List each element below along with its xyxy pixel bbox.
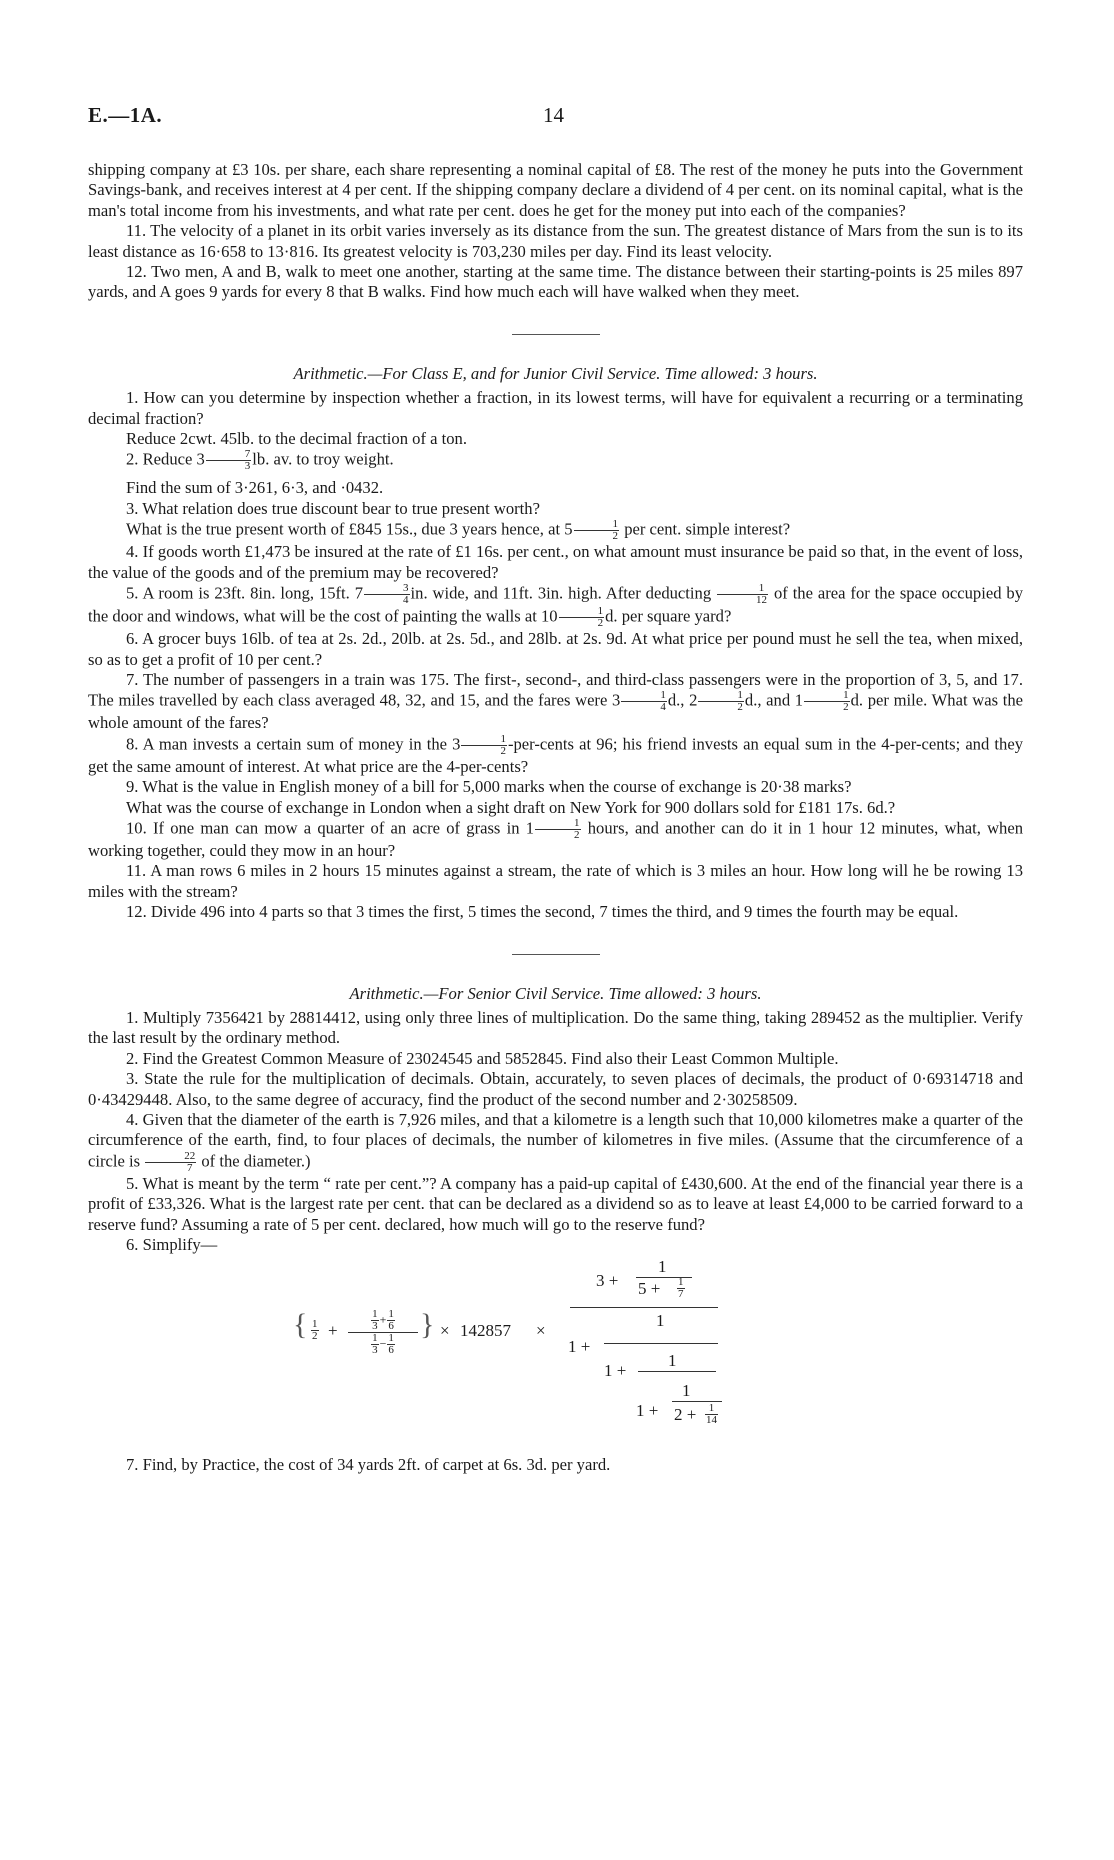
numerator: 1 bbox=[574, 519, 620, 531]
simplify-expression bbox=[88, 1257, 1023, 1455]
fraction bbox=[364, 583, 410, 606]
cf-one-plus: 1 + bbox=[604, 1361, 627, 1381]
question-8 bbox=[88, 734, 1023, 777]
question-3: 3. What relation does true discount bear to true present worth? bbox=[126, 498, 540, 518]
text-run: 7. The number of passengers in a train was 175. The first-, second-, and third-class passengers were in the proportion of 3, 5, and 17. The miles travelled by each class averaged 48, 32, and 15, and the fares were 3 bbox=[88, 669, 1023, 710]
numerator: 1 bbox=[461, 734, 507, 746]
cf-one-plus: 1 + bbox=[568, 1337, 591, 1357]
text-run: lb. av. to troy weight. bbox=[252, 449, 394, 469]
numerator: 1 bbox=[535, 818, 581, 830]
denominator: 3 bbox=[244, 460, 251, 473]
page-content bbox=[88, 160, 1023, 1476]
section-heading-class-e: Arithmetic.—For Class E, and for Junior Civil Service. Time allowed: 3 hours. bbox=[293, 363, 818, 383]
text-run: 8. A man invests a certain sum of money in the 3 bbox=[126, 734, 461, 754]
page-header bbox=[88, 103, 1028, 133]
denominator: 2 bbox=[737, 701, 743, 714]
denominator: 4 bbox=[660, 701, 666, 714]
text-run: of the diameter.) bbox=[201, 1151, 311, 1171]
numerator: 1 bbox=[388, 1308, 394, 1321]
fraction bbox=[461, 734, 507, 757]
denominator: 7 bbox=[186, 1161, 193, 1174]
cf-three-plus: 3 + bbox=[596, 1271, 619, 1291]
question-11: 11. The velocity of a planet in its orbit varies inversely as its distance from the sun. The greatest distance of Mars from the sun is to its least distance as 16·658 to 13·816. Its greatest velocity is 703,230 miles per day. Find its least velocity. bbox=[88, 221, 1023, 261]
cf-one-plus: 1 + bbox=[636, 1401, 659, 1421]
compound-numerator bbox=[348, 1309, 418, 1332]
fraction bbox=[371, 1333, 379, 1356]
fraction-bar bbox=[638, 1371, 716, 1372]
numerator: 1 bbox=[698, 690, 744, 702]
fraction bbox=[387, 1309, 395, 1332]
numerator: 1 bbox=[621, 690, 667, 702]
fraction-bar bbox=[672, 1401, 722, 1402]
document-code: E.—1A. bbox=[88, 103, 163, 127]
fraction bbox=[704, 1403, 719, 1426]
fraction bbox=[206, 449, 252, 472]
numerator: 1 bbox=[388, 1332, 394, 1345]
question-6: 6. A grocer buys 16lb. of tea at 2s. 2d., 20lb. at 2s. 5d., and 28lb. at 2s. 9d. At what price per pound must he sell the tea, when mixed, so as to get a profit of 10 per cent.? bbox=[88, 629, 1023, 669]
cf-one: 1 bbox=[656, 1311, 665, 1331]
question-1: 1. How can you determine by inspection whether a fraction, in its lowest terms, will have for equivalent a recurring or a terminating decimal fraction? bbox=[88, 388, 1023, 428]
question-1-part-b: Reduce 2cwt. 45lb. to the decimal fraction of a ton. bbox=[126, 429, 467, 449]
numerator: 1 bbox=[372, 1308, 378, 1321]
question-2: 2. Find the Greatest Common Measure of 23024545 and 5852845. Find also their Least Common Multiple. bbox=[126, 1048, 839, 1068]
denominator: 6 bbox=[388, 1344, 394, 1357]
denominator: 6 bbox=[388, 1320, 394, 1333]
question-3: 3. State the rule for the multiplication of decimals. Obtain, accurately, to seven places of decimals, the product of 0·69314718 and 0·43429448. Also, to the same degree of accuracy, find the product of the second number and 2·30258509. bbox=[88, 1069, 1023, 1109]
text-run: 2. Reduce 3 bbox=[126, 449, 205, 469]
text-run: What is the true present worth of £845 15s., due 3 years hence, at 5 bbox=[126, 519, 573, 539]
text-run: in. wide, and 11ft. 3in. high. After deducting bbox=[410, 583, 712, 603]
fraction bbox=[145, 1151, 196, 1174]
question-1: 1. Multiply 7356421 by 28814412, using only three lines of multiplication. Do the same thing, taking 289452 as the multiplier. Verify the last result by the ordinary method. bbox=[88, 1007, 1023, 1048]
text-run: d., and 1 bbox=[744, 690, 804, 710]
plus-sign: + bbox=[379, 1312, 387, 1327]
plus-sign: + bbox=[328, 1321, 338, 1341]
recurring-number: 142857 bbox=[460, 1321, 511, 1341]
denominator: 3 bbox=[372, 1320, 378, 1333]
question-7: 7. Find, by Practice, the cost of 34 yards 2ft. of carpet at 6s. 3d. per yard. bbox=[126, 1455, 611, 1475]
times-sign: × bbox=[536, 1321, 546, 1341]
numerator: 7 bbox=[206, 449, 252, 461]
numerator: 1 bbox=[559, 606, 605, 618]
numerator: 1 bbox=[678, 1276, 684, 1289]
cf-two-plus: 2 + bbox=[674, 1405, 697, 1425]
question-2-part-b: Find the sum of 3·261, 6·3, and ·0432. bbox=[126, 478, 384, 498]
text-run: d. per mile. What was the whole amount of the fares? bbox=[88, 690, 1023, 733]
numerator: 1 bbox=[717, 583, 768, 595]
numerator: 1 bbox=[372, 1332, 378, 1345]
text-run: 5. A room is 23ft. 8in. long, 15ft. 7 bbox=[126, 583, 364, 603]
main-fraction-bar bbox=[570, 1307, 718, 1308]
numerator: 1 bbox=[705, 1403, 718, 1415]
text-run: 10. If one man can mow a quarter of an acre of grass in 1 bbox=[126, 818, 534, 838]
text-run: d. per square yard? bbox=[605, 606, 732, 626]
fraction-bar bbox=[604, 1343, 718, 1344]
text-run: d., 2 bbox=[667, 690, 698, 710]
left-brace: { bbox=[293, 1308, 308, 1342]
question-9: 9. What is the value in English money of a bill for 5,000 marks when the course of exchange is 20·38 marks? bbox=[126, 777, 852, 797]
text-run: 4. Given that the diameter of the earth is 7,926 miles, and that a kilometre is a length such that 10,000 kilometres make a quarter of the circumference of the earth, find, to four places of decimals, the number of kilometres in five miles. (Assume that the circumference of a circle is bbox=[88, 1110, 1023, 1171]
fraction bbox=[559, 606, 605, 629]
denominator: 7 bbox=[678, 1288, 684, 1301]
denominator: 2 bbox=[312, 1330, 318, 1343]
section-heading-senior: Arithmetic.—For Senior Civil Service. Time allowed: 3 hours. bbox=[349, 983, 762, 1003]
question-12: 12. Two men, A and B, walk to meet one another, starting at the same time. The distance between their starting-points is 25 miles 897 yards, and A goes 9 yards for every 8 that B walks. Find how much each will have walked when they meet. bbox=[88, 262, 1023, 302]
section-divider bbox=[512, 954, 600, 955]
minus-sign: − bbox=[379, 1336, 387, 1351]
fraction bbox=[804, 690, 850, 713]
cf-five-plus: 5 + bbox=[638, 1279, 661, 1299]
fraction bbox=[535, 818, 581, 841]
paragraph: shipping company at £3 10s. per share, each share representing a nominal capital of £8. The rest of the money he puts into the Government Savings-bank, and receives interest at 4 per cent. If the shipping company declare a dividend of 4 per cent. on its nominal capital, what is the man's total income from his investments, and what rate per cent. does he get for the money put into each of the companies? bbox=[88, 160, 1023, 220]
denominator: 2 bbox=[843, 701, 849, 714]
fraction bbox=[311, 1319, 319, 1342]
times-sign: × bbox=[440, 1321, 450, 1341]
fraction bbox=[677, 1277, 685, 1300]
denominator: 4 bbox=[403, 594, 409, 607]
text-run: of the area for the space occupied by the door and windows, what will be the cost of painting the walls at 10 bbox=[88, 583, 1024, 626]
compound-denominator bbox=[348, 1332, 418, 1356]
question-10 bbox=[88, 818, 1023, 861]
cf-one: 1 bbox=[682, 1381, 691, 1401]
question-7 bbox=[88, 670, 1023, 734]
numerator: 1 bbox=[312, 1318, 318, 1331]
section-divider bbox=[512, 334, 600, 335]
question-3-part-b bbox=[88, 519, 1023, 542]
page-number: 14 bbox=[543, 103, 564, 127]
denominator: 2 bbox=[500, 744, 506, 757]
text-run: hours, and another can do it in 1 hour 12 minutes, what, when working together, could they mow in an hour? bbox=[88, 818, 1024, 860]
fraction bbox=[705, 1403, 718, 1426]
question-11: 11. A man rows 6 miles in 2 hours 15 minutes against a stream, the rate of which is 3 miles an hour. How long will he be rowing 13 miles with the stream? bbox=[88, 861, 1023, 901]
text-run: per cent. simple interest? bbox=[624, 519, 791, 539]
denominator: 2 bbox=[612, 530, 619, 543]
numerator: 22 bbox=[145, 1151, 196, 1163]
denominator: 3 bbox=[372, 1344, 378, 1357]
fraction bbox=[676, 1277, 686, 1300]
fraction bbox=[574, 519, 620, 542]
cf-one: 1 bbox=[658, 1257, 667, 1277]
fraction bbox=[698, 690, 744, 713]
denominator: 14 bbox=[706, 1414, 717, 1427]
fraction bbox=[717, 583, 768, 606]
question-12: 12. Divide 496 into 4 parts so that 3 times the first, 5 times the second, 7 times the third, and 9 times the fourth may be equal. bbox=[126, 902, 959, 922]
right-brace: } bbox=[420, 1308, 435, 1342]
question-4: 4. If goods worth £1,473 be insured at the rate of £1 16s. per cent., on what amount must insurance be paid so that, in the event of loss, the value of the goods and of the premium may be recovered? bbox=[88, 542, 1023, 582]
numerator: 3 bbox=[364, 583, 410, 595]
denominator: 2 bbox=[574, 828, 580, 841]
question-2 bbox=[88, 449, 1023, 472]
text-run: -per-cents at 96; his friend invests an equal sum in the 4-per-cents; and they get the same amount of interest. At what price are the 4-per-cents? bbox=[88, 734, 1023, 776]
cf-one: 1 bbox=[668, 1351, 677, 1371]
compound-fraction bbox=[348, 1309, 418, 1356]
question-9-part-b: What was the course of exchange in London when a sight draft on New York for 900 dollars sold for £181 17s. 6d.? bbox=[126, 797, 896, 817]
fraction bbox=[621, 690, 667, 713]
fraction bbox=[387, 1333, 395, 1356]
question-5 bbox=[88, 583, 1023, 629]
fraction bbox=[371, 1309, 379, 1332]
denominator: 2 bbox=[597, 617, 604, 630]
question-6: 6. Simplify— bbox=[126, 1235, 218, 1255]
question-5: 5. What is meant by the term “ rate per cent.”? A company has a paid-up capital of £430,600. At the end of the financial year there is a profit of £33,326. What is the largest rate per cent. that can be declared as a dividend so as to leave at least £4,000 to be carried forward to a reserve fund? Assuming a rate of 5 per cent. declared, how much will go to the reserve fund? bbox=[88, 1173, 1023, 1234]
expression-half bbox=[310, 1319, 320, 1342]
numerator: 1 bbox=[804, 690, 850, 702]
question-4 bbox=[88, 1110, 1023, 1174]
denominator: 12 bbox=[756, 594, 768, 607]
